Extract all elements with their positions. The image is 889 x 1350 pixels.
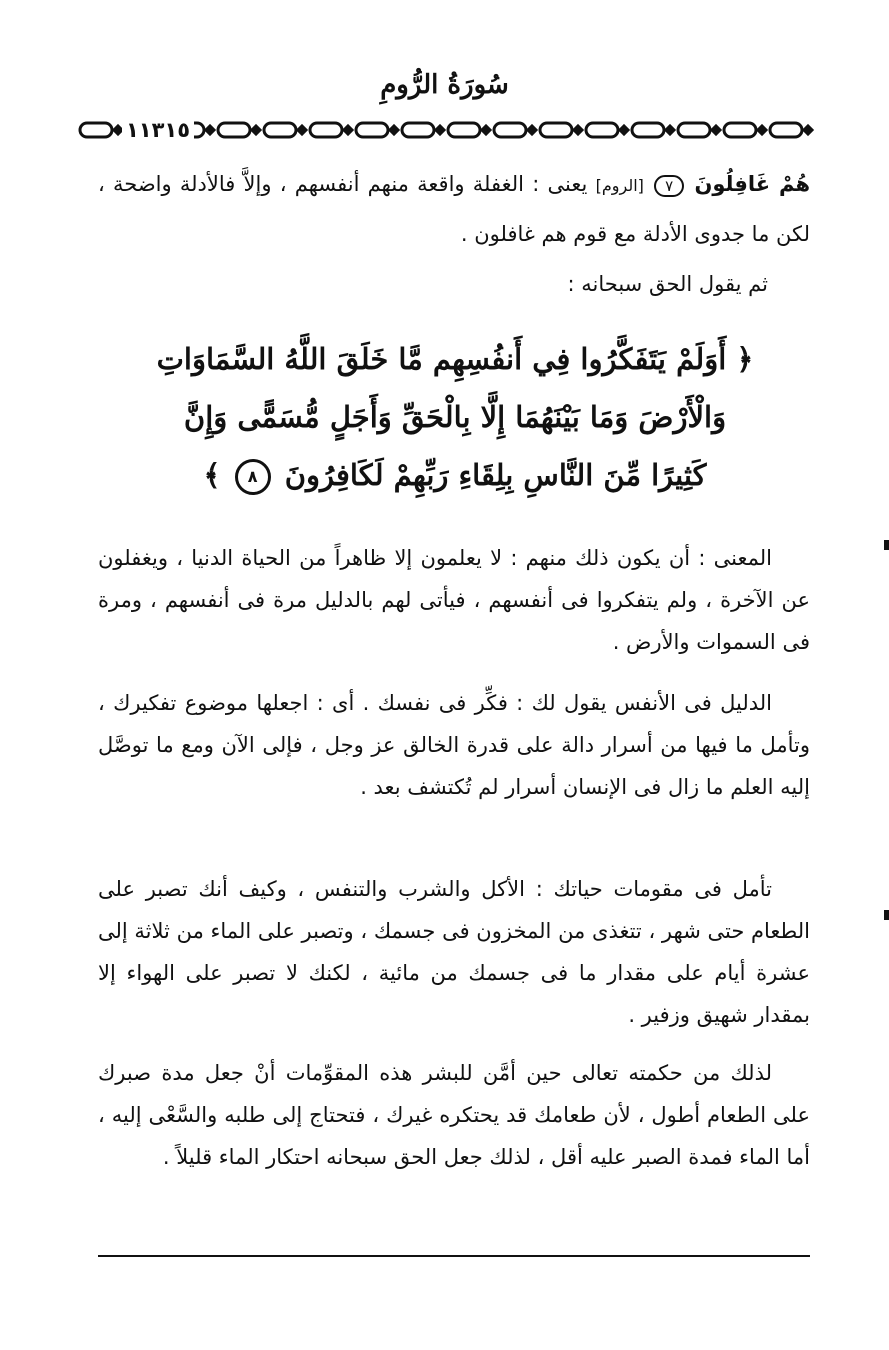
surah-title: سُورَةُ الرُّومِ: [380, 70, 509, 100]
footer-rule: [98, 1255, 810, 1257]
verse-number-badge: ٧: [654, 175, 684, 197]
surah-reference: [الروم]: [595, 176, 644, 195]
chain-link: [770, 123, 802, 137]
chain-link: [724, 123, 756, 137]
chain-link: [448, 123, 480, 137]
chain-diamond: [390, 126, 398, 134]
chain-link: [632, 123, 664, 137]
paragraph-text: تأمل فى مقومات حياتك : الأكل والشرب والتنفس ، وكيف أنك تصبر على الطعام حتى شهر ، تتغذى من المخزون فى جسمك ، وتصبر على الماء من ثلاثة إلى عشرة أيام على مقدار ما فى جسمك من مائية ، لكنك لا تصبر على الهواء إلا بمقدار شهيق وزفير .: [98, 877, 810, 1027]
chain-link: [264, 123, 296, 137]
chain-link: [310, 123, 342, 137]
intro-text: يعنى : الغفلة واقعة منهم أنفسهم ، وإلاَّ فالأدلة واضحة ، لكن ما جدوى الأدلة مع قوم هم غافلون .: [98, 172, 810, 246]
chain-diamond: [666, 126, 674, 134]
paragraph-2: [98, 682, 810, 808]
chain-link: [356, 123, 388, 137]
intro-paragraph: [98, 160, 810, 258]
paragraph-text: لذلك من حكمته تعالى حين أمَّن للبشر هذه المقوِّمات أنْ جعل مدة صبرك على الطعام أطول ، لأن طعامك قد يحتكره غيرك ، فتحتاج إلى طلبه والسَّعْى إليه ، أما الماء فمدة الصبر عليه أقل ، لذلك جعل الحق سبحانه احتكار الماء قليلاً .: [98, 1061, 810, 1169]
verse-close-bracket: ﴾: [203, 458, 221, 492]
chain-diamond: [344, 126, 352, 134]
margin-mark: [884, 540, 889, 550]
quran-verse: [155, 330, 755, 504]
chain-diamond: [528, 126, 536, 134]
margin-mark: [884, 910, 889, 920]
chain-diamond: [298, 126, 306, 134]
lead-sentence: ثم يقول الحق سبحانه :: [567, 272, 768, 296]
chain-diamond: [574, 126, 582, 134]
paragraph-text: الدليل فى الأنفس يقول لك : فكِّر فى نفسك . أى : اجعلها موضوع تفكيرك ، وتأمل ما فيها من أسرار دالة على قدرة الخالق عز وجل ، فإلى الآن ومع ما توصَّل إليه العلم ما زال فى الإنسان أسرار لم تُكتشف بعد .: [98, 691, 810, 799]
chain-diamond: [758, 126, 766, 134]
chain-diamond: [436, 126, 444, 134]
chain-link: [586, 123, 618, 137]
chain-diamond: [206, 126, 214, 134]
chain-diamond: [482, 126, 490, 134]
chain-diamond: [620, 126, 628, 134]
verse-phrase: هُمْ غَافِلُونَ: [694, 172, 810, 196]
chain-diamond: [804, 126, 812, 134]
chain-link: [218, 123, 250, 137]
chain-link: [540, 123, 572, 137]
paragraph-1: [98, 537, 810, 663]
verse-text: ﴿ أَوَلَمْ يَتَفَكَّرُوا فِي أَنفُسِهِم مَّا خَلَقَ اللَّهُ السَّمَاوَاتِ وَالْأَرْضَ وَمَا بَيْنَهُمَا إِلَّا بِالْحَقِّ وَأَجَلٍ مُّسَمًّى وَإِنَّ كَثِيرًا مِّنَ النَّاسِ بِلِقَاءِ رَبِّهِمْ لَكَافِرُونَ: [156, 342, 754, 492]
chain-diamond: [114, 126, 122, 134]
chain-link: [80, 123, 112, 137]
paragraph-text: المعنى : أن يكون ذلك منهم : لا يعلمون إلا ظاهراً من الحياة الدنيا ، ويغفلون عن الآخرة ، ولم يتفكروا فى أنفسهم ، فيأتى لهم بالدليل مرة فى أنفسهم ، ومرة فى السموات والأرض .: [98, 546, 810, 654]
chain-link: [402, 123, 434, 137]
paragraph-4: [98, 1052, 810, 1178]
verse-number-medallion: ٨: [235, 459, 271, 495]
chain-diamond: [252, 126, 260, 134]
chain-link: [494, 123, 526, 137]
chain-link: [678, 123, 710, 137]
paragraph-3: [98, 868, 810, 1036]
page-number: ١١٣١٥: [122, 117, 194, 143]
chain-diamond: [712, 126, 720, 134]
